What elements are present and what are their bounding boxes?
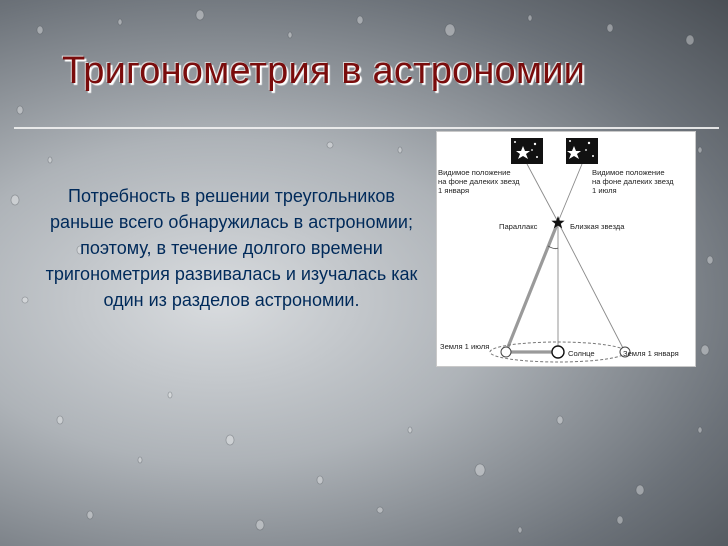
slide-body-text: Потребность в решении треугольников раньше всего обнаружилась в астрономии; поэтому, в течение долгого времени тригонометрия развивалась и изучалась как один из разделов астрономии.	[45, 186, 418, 310]
star-box-left	[511, 138, 543, 164]
label-earth-january: Земля 1 января	[623, 349, 679, 358]
earth-july-icon	[501, 347, 511, 357]
label-parallax: Параллакс	[499, 222, 538, 231]
label-visible-position-left-2: на фоне далеких звезд	[438, 177, 520, 186]
label-near-star: Близкая звезда	[570, 222, 625, 231]
label-visible-position-right-1: Видимое положение	[592, 168, 665, 177]
label-visible-position-right-2: на фоне далеких звезд	[592, 177, 674, 186]
parallax-triangle	[506, 222, 558, 352]
label-visible-position-right-3: 1 июля	[592, 186, 617, 195]
label-sun: Солнце	[568, 349, 595, 358]
slide-title: Тригонометрия в астрономии	[62, 50, 586, 92]
sun-icon	[552, 346, 564, 358]
title-divider	[14, 127, 719, 129]
parallax-angle-arc	[548, 246, 558, 249]
label-earth-july: Земля 1 июля	[440, 342, 490, 351]
parallax-diagram	[436, 131, 696, 367]
star-box-right	[566, 138, 598, 164]
parallax-diagram-svg	[437, 132, 695, 366]
label-visible-position-left-1: Видимое положение	[438, 168, 511, 177]
label-visible-position-left-3: 1 января	[438, 186, 470, 195]
